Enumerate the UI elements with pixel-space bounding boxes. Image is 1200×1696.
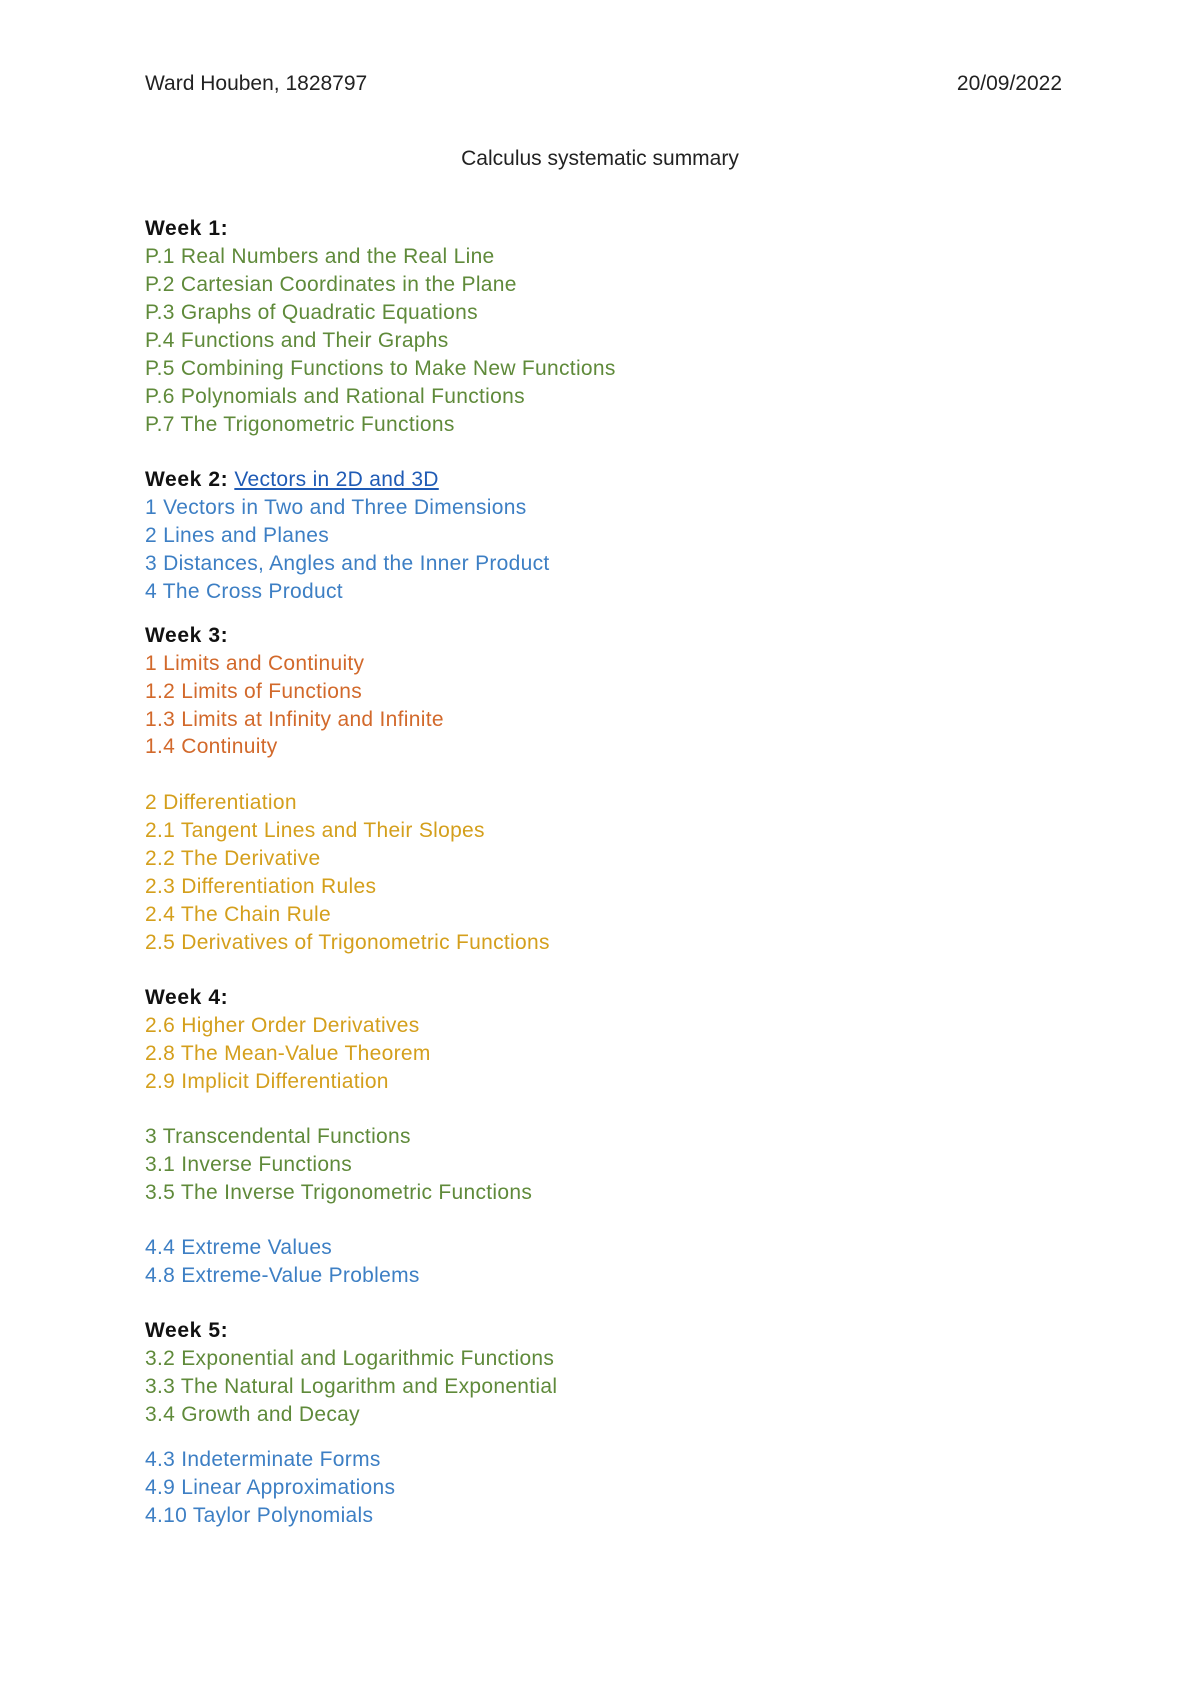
week-4-extreme-item: 4.8 Extreme-Value Problems (145, 1264, 420, 1287)
week-1-item: P.3 Graphs of Quadratic Equations (145, 301, 478, 324)
week-4-transcendental-item: 3.1 Inverse Functions (145, 1153, 353, 1176)
week-4-transcendental-item: 3 Transcendental Functions (145, 1125, 411, 1148)
week-2-heading: Week 2: (145, 468, 229, 491)
week-3-limits-item: 1.2 Limits of Functions (145, 680, 362, 703)
week-2-item: 3 Distances, Angles and the Inner Product (145, 552, 550, 575)
week-1-item: P.4 Functions and Their Graphs (145, 329, 449, 352)
week-4-derivatives-item: 2.8 The Mean-Value Theorem (145, 1042, 431, 1065)
week-2-heading-line (145, 468, 439, 492)
week-2-item: 2 Lines and Planes (145, 524, 330, 547)
week-4-derivatives-item: 2.6 Higher Order Derivatives (145, 1014, 420, 1037)
author-name: Ward Houben, 1828797 (145, 72, 368, 95)
document-date: 20/09/2022 (956, 72, 1062, 95)
week-2-item: 1 Vectors in Two and Three Dimensions (145, 496, 527, 519)
week-5-approximation-item: 4.9 Linear Approximations (145, 1476, 396, 1499)
week-5-exponential-item: 3.3 The Natural Logarithm and Exponential (145, 1375, 558, 1398)
week-4-heading: Week 4: (145, 986, 229, 1009)
week-5-approximation-item: 4.3 Indeterminate Forms (145, 1448, 381, 1471)
week-3-differentiation-item: 2.3 Differentiation Rules (145, 875, 377, 898)
week-4-transcendental-item: 3.5 The Inverse Trigonometric Functions (145, 1181, 533, 1204)
week-3-limits-item: 1.3 Limits at Infinity and Infinite (145, 708, 444, 731)
week-1-item: P.1 Real Numbers and the Real Line (145, 245, 495, 268)
week-4-extreme-item: 4.4 Extreme Values (145, 1236, 333, 1259)
week-1-item: P.7 The Trigonometric Functions (145, 413, 455, 436)
week-2-item: 4 The Cross Product (145, 580, 343, 603)
week-3-limits-item: 1 Limits and Continuity (145, 652, 365, 675)
week-1-item: P.6 Polynomials and Rational Functions (145, 385, 525, 408)
week-1-item: P.2 Cartesian Coordinates in the Plane (145, 273, 517, 296)
page-title: Calculus systematic summary (461, 147, 739, 170)
week-2-vectors-link[interactable]: Vectors in 2D and 3D (234, 468, 439, 491)
week-3-differentiation-item: 2.5 Derivatives of Trigonometric Functions (145, 931, 550, 954)
week-3-differentiation-item: 2.1 Tangent Lines and Their Slopes (145, 819, 485, 842)
week-5-approximation-item: 4.10 Taylor Polynomials (145, 1504, 374, 1527)
week-3-limits-item: 1.4 Continuity (145, 735, 278, 758)
week-3-differentiation-item: 2.4 The Chain Rule (145, 903, 331, 926)
week-3-differentiation-item: 2.2 The Derivative (145, 847, 321, 870)
week-1-item: P.5 Combining Functions to Make New Functions (145, 357, 616, 380)
week-5-exponential-item: 3.4 Growth and Decay (145, 1403, 360, 1426)
week-1-heading: Week 1: (145, 217, 229, 240)
week-5-heading: Week 5: (145, 1319, 229, 1342)
week-3-heading: Week 3: (145, 624, 229, 647)
week-4-derivatives-item: 2.9 Implicit Differentiation (145, 1070, 389, 1093)
week-5-exponential-item: 3.2 Exponential and Logarithmic Functions (145, 1347, 555, 1370)
week-3-differentiation-item: 2 Differentiation (145, 791, 297, 814)
